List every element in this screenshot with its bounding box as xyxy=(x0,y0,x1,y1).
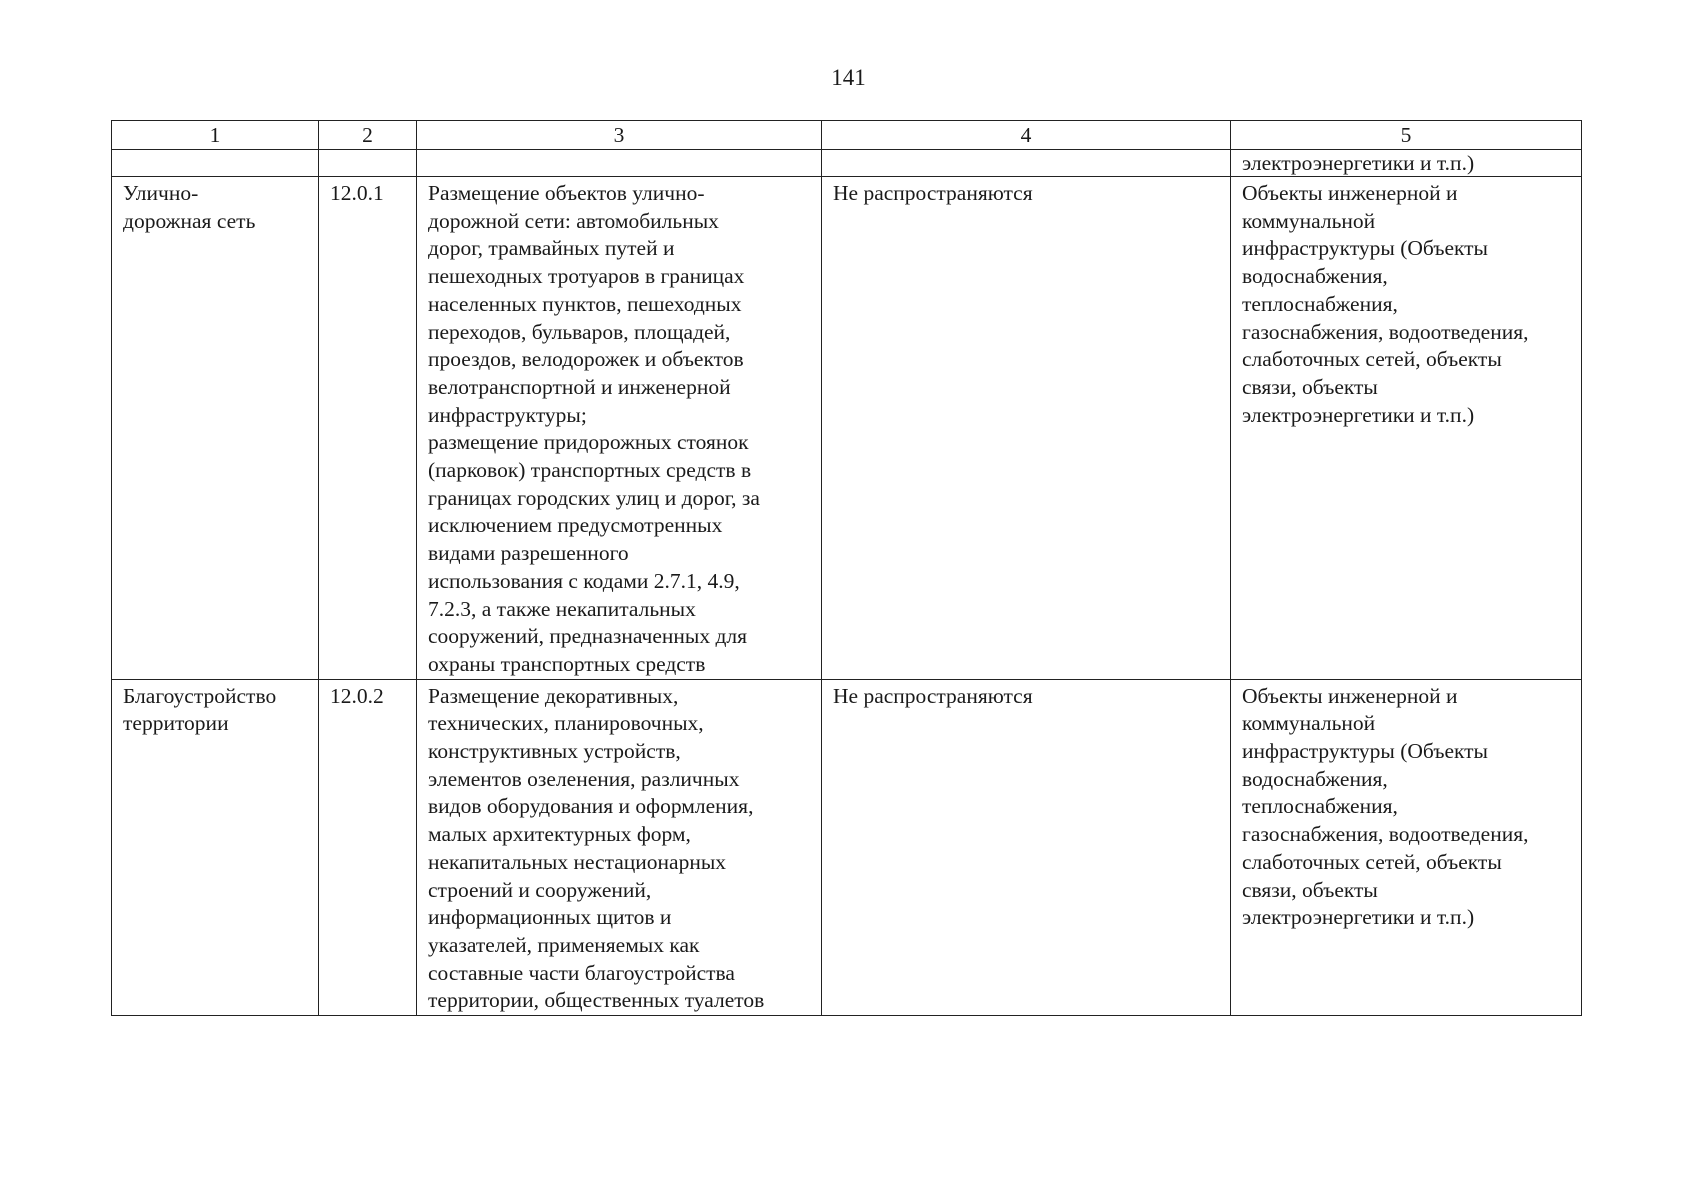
cell-name: Улично- дорожная сеть xyxy=(112,177,319,680)
cell-description: Размещение объектов улично- дорожной сети: автомобильных дорог, трамвайных путей и пешеходных тротуаров в границах населенных пунктов, пешеходных переходов, бульваров, площадей, проездов, велодорожек и объектов велотранспортной и инженерной инфраструктуры; размещение придорожных стоянок (парковок) транспортных средств в границах городских улиц и дорог, за исключением предусмотренных видами разрешенного использования с кодами 2.7.1, 4.9, 7.2.3, а также некапитальных сооружений, предназначенных для охраны транспортных средств xyxy=(417,177,822,680)
column-header-4: 4 xyxy=(822,121,1231,150)
cell-restrictions xyxy=(822,150,1231,177)
column-header-2: 2 xyxy=(319,121,417,150)
column-header-3: 3 xyxy=(417,121,822,150)
cell-restrictions: Не распространяются xyxy=(822,177,1231,680)
cell-auxiliary: электроэнергетики и т.п.) xyxy=(1231,150,1582,177)
table-header-row xyxy=(112,121,1582,150)
cell-code xyxy=(319,150,417,177)
column-header-1: 1 xyxy=(112,121,319,150)
page-number: 141 xyxy=(831,65,866,90)
cell-name: Благоустройство территории xyxy=(112,679,319,1015)
cell-name xyxy=(112,150,319,177)
cell-auxiliary: Объекты инженерной и коммунальной инфраструктуры (Объекты водоснабжения, теплоснабжения, газоснабжения, водоотведения, слаботочных сетей, объекты связи, объекты электроэнергетики и т.п.) xyxy=(1231,679,1582,1015)
cell-code: 12.0.1 xyxy=(319,177,417,680)
cell-restrictions: Не распространяются xyxy=(822,679,1231,1015)
cell-code: 12.0.2 xyxy=(319,679,417,1015)
cell-description: Размещение декоративных, технических, планировочных, конструктивных устройств, элементов озеленения, различных видов оборудования и оформления, малых архитектурных форм, некапитальных нестационарных строений и сооружений, информационных щитов и указателей, применяемых как составные части благоустройства территории, общественных туалетов xyxy=(417,679,822,1015)
cell-description xyxy=(417,150,822,177)
zoning-table xyxy=(111,120,1582,1016)
table-row-landscaping xyxy=(112,679,1582,1015)
column-header-5: 5 xyxy=(1231,121,1582,150)
cell-auxiliary: Объекты инженерной и коммунальной инфраструктуры (Объекты водоснабжения, теплоснабжения, газоснабжения, водоотведения, слаботочных сетей, объекты связи, объекты электроэнергетики и т.п.) xyxy=(1231,177,1582,680)
table-row-continuation xyxy=(112,150,1582,177)
table-row-street-network xyxy=(112,177,1582,680)
